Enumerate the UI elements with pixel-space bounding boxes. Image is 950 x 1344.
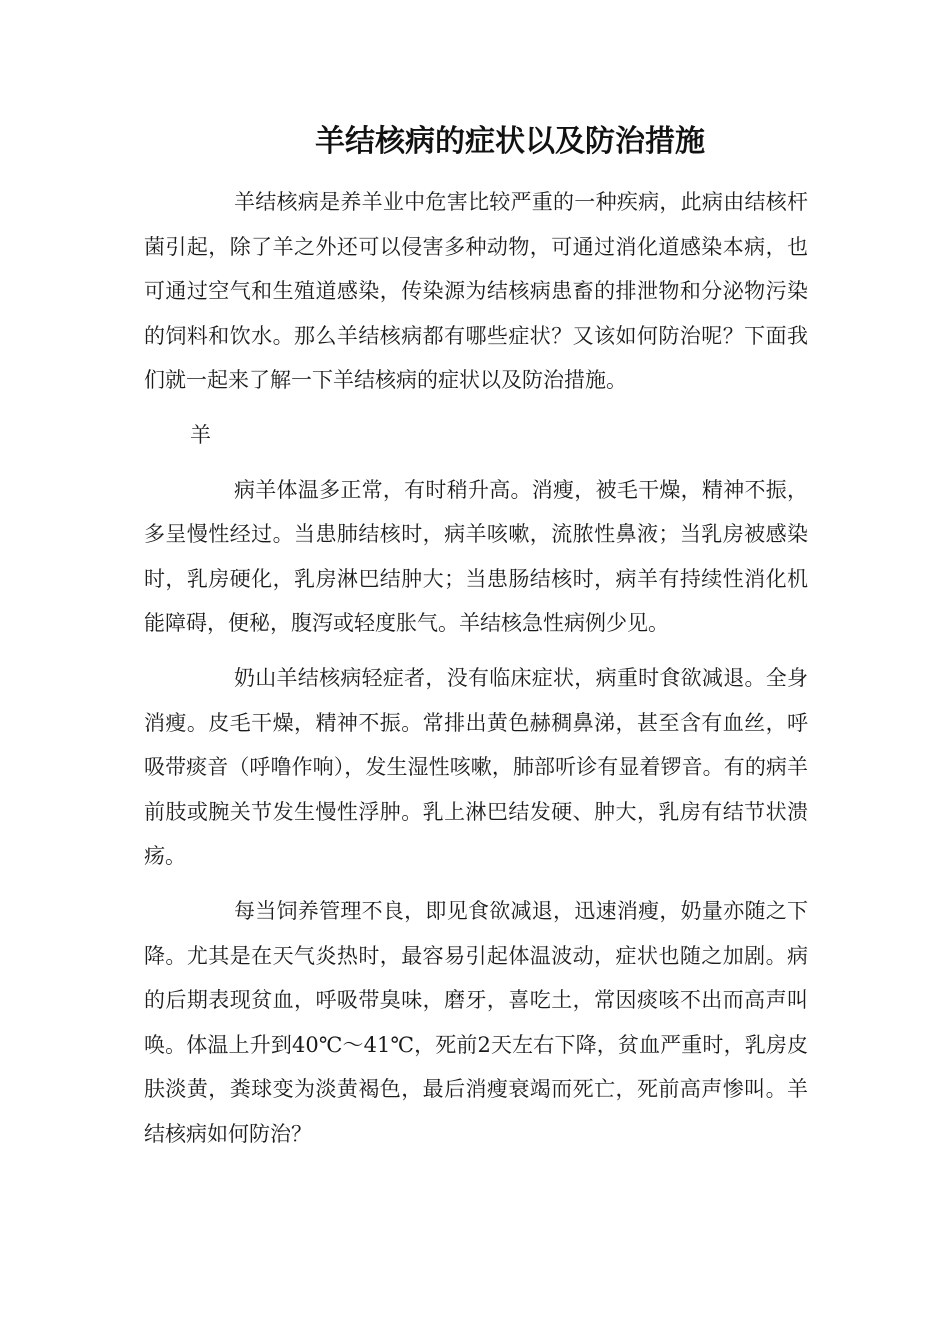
paragraph-symptoms-progression: 每当饲养管理不良，即见食欲减退，迅速消瘦，奶量亦随之下降。尤其是在天气炎热时，最容易引起体温波动，症状也随之加剧。病的后期表现贫血，呼吸带臭味，磨牙，喜吃土，常因痰咳不出而高声叫唤。体温上升到40℃～41℃，死前2天左右下降，贫血严重时，乳房皮肤淡黄，粪球变为淡黄褐色，最后消瘦衰竭而死亡，死前高声惨叫。羊结核病如何防治？ xyxy=(144,898,808,1146)
paragraph-symptoms-dairy-goat: 奶山羊结核病轻症者，没有临床症状，病重时食欲减退。全身消瘦。皮毛干燥，精神不振。常排出黄色赫稠鼻涕，甚至含有血丝，呼吸带痰音（呼噜作响），发生湿性咳嗽，肺部听诊有显着锣音。有的病羊前肢或腕关节发生慢性浮肿。乳上淋巴结发硬、肿大，乳房有结节状溃疡。 xyxy=(144,665,808,869)
paragraph-symptoms-general: 病羊体温多正常，有时稍升高。消瘦，被毛干燥，精神不振，多呈慢性经过。当患肺结核时，病羊咳嗽，流脓性鼻液；当乳房被感染时，乳房硬化，乳房淋巴结肿大；当患肠结核时，病羊有持续性消化机能障碍，便秘，腹泻或轻度胀气。羊结核急性病例少见。 xyxy=(144,477,808,636)
paragraph-heading-sheep: 羊 xyxy=(190,422,211,447)
paragraph-intro: 羊结核病是养羊业中危害比较严重的一种疾病，此病由结核杆菌引起，除了羊之外还可以侵害多种动物，可通过消化道感染本病，也可通过空气和生殖道感染，传染源为结核病患畜的排泄物和分泌物污染的饲料和饮水。那么羊结核病都有哪些症状？又该如何防治呢？下面我们就一起来了解一下羊结核病的症状以及防治措施。 xyxy=(144,190,808,393)
document-title: 羊结核病的症状以及防治措施 xyxy=(315,124,705,159)
document-body xyxy=(144,180,808,1166)
